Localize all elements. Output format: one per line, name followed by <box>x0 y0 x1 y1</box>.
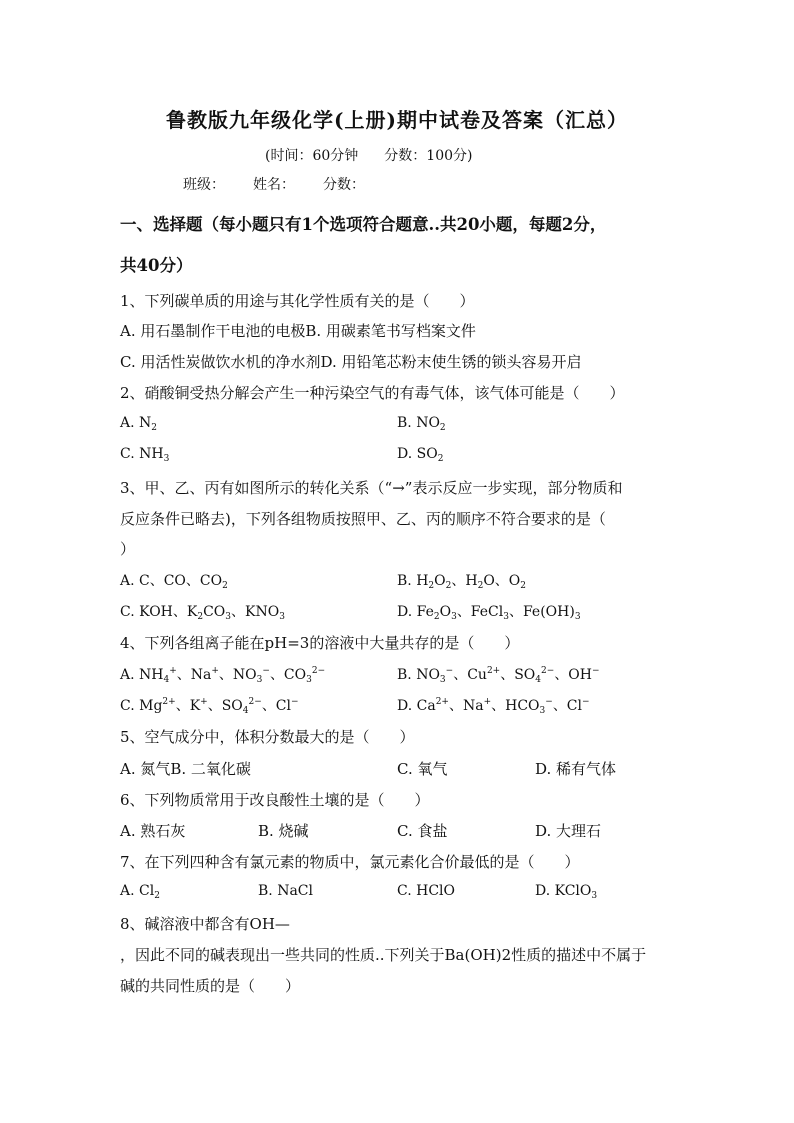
question-2-option-a: A. $N_2$ <box>120 415 157 433</box>
name-label: 姓名： <box>253 177 295 193</box>
question-3-option-a: A. C、CO、$CO_2$ <box>120 573 228 591</box>
question-3-stem-cont: 反应条件已略去)，下列各组物质按照甲、乙、丙的顺序不符合要求的是（ <box>120 510 606 528</box>
question-7-option-a: A. $Cl_2$ <box>120 883 160 901</box>
question-6-option-a: A. 熟石灰 <box>120 822 186 840</box>
question-4-stem: 4、下列各组离子能在pH=3的溶液中大量共存的是（ ） <box>120 634 520 652</box>
time-info: (时间：60分钟 <box>265 148 359 164</box>
question-3-option-c: C. KOH、$K_2CO_3$、$KNO_3$ <box>120 604 285 622</box>
question-4-option-a: A. $NH_4^+$、Na+、$NO_3^-$、$CO_3^{2-}$ <box>120 666 326 685</box>
question-4-option-c: C. $Mg^{2+}$、K+、$SO_4^{2-}$、Cl− <box>120 697 299 716</box>
question-2-option-d: D. $SO_2$ <box>397 446 444 464</box>
question-5-option-c: C. 氧气 <box>397 760 448 778</box>
question-2-option-b: B. $NO_2$ <box>397 415 446 433</box>
section-heading-cont: 共40分） <box>120 256 193 275</box>
question-8-stem-cont: ，因此不同的碱表现出一些共同的性质..下列关于Ba(OH)2性质的描述中不属于 <box>120 946 647 964</box>
question-5-stem: 5、空气成分中，体积分数最大的是（ ） <box>120 728 415 746</box>
question-3-stem: 3、甲、乙、丙有如图所示的转化关系（“→”表示反应一步实现，部分物质和 <box>120 479 623 497</box>
question-6-option-c: C. 食盐 <box>397 822 448 840</box>
question-1-options-cd: C. 用活性炭做饮水机的净水剂D. 用铅笔芯粉末使生锈的锁头容易开启 <box>120 353 582 371</box>
question-2-option-c: C. $NH_3$ <box>120 446 170 464</box>
question-3-option-d: D. $Fe_2O_3$、FeCl$_3$、$Fe(OH)_3$ <box>397 604 581 622</box>
question-7-option-c: C. HClO <box>397 883 455 899</box>
question-8-stem: 8、碱溶液中都含有OH— <box>120 915 290 933</box>
question-4-option-b: B. $NO_3^-$、$Cu^{2+}$、$SO_4^{2-}$、OH− <box>397 666 600 685</box>
class-label: 班级： <box>183 177 225 193</box>
question-7-option-b: B. NaCl <box>258 883 313 899</box>
exam-meta <box>265 145 498 165</box>
score-info: 分数：100分) <box>384 148 473 164</box>
question-6-stem: 6、下列物质常用于改良酸性土壤的是（ ） <box>120 791 430 809</box>
question-1-options-ab: A. 用石墨制作干电池的电极B. 用碳素笔书写档案文件 <box>120 322 476 340</box>
question-6-option-d: D. 大理石 <box>535 822 602 840</box>
question-5-option-d: D. 稀有气体 <box>535 760 617 778</box>
question-8-stem-end: 碱的共同性质的是（ ） <box>120 977 301 995</box>
question-6-option-b: B. 烧碱 <box>258 822 309 840</box>
question-1-stem: 1、下列碳单质的用途与其化学性质有关的是（ ） <box>120 292 475 310</box>
question-3-option-b: B. $H_2O_2$、$H_2O$、$O_2$ <box>397 573 527 591</box>
student-info <box>183 174 393 194</box>
question-4-option-d: D. $Ca^{2+}$、Na+、$HCO_3^-$、Cl− <box>397 697 590 716</box>
page-title: 鲁教版九年级化学(上册)期中试卷及答案（汇总） <box>166 108 628 132</box>
question-2-stem: 2、硝酸铜受热分解会产生一种污染空气的有毒气体，该气体可能是（ ） <box>120 384 625 402</box>
question-3-stem-end: ） <box>120 540 136 558</box>
question-7-stem: 7、在下列四种含有氯元素的物质中，氯元素化合价最低的是（ ） <box>120 853 580 871</box>
question-5-options-ab: A. 氮气B. 二氧化碳 <box>120 760 251 778</box>
score-label: 分数： <box>323 177 365 193</box>
section-heading: 一、选择题（每小题只有1个选项符合题意..共20小题，每题2分， <box>120 215 607 234</box>
question-7-option-d: D. KClO$_3$ <box>535 883 598 901</box>
